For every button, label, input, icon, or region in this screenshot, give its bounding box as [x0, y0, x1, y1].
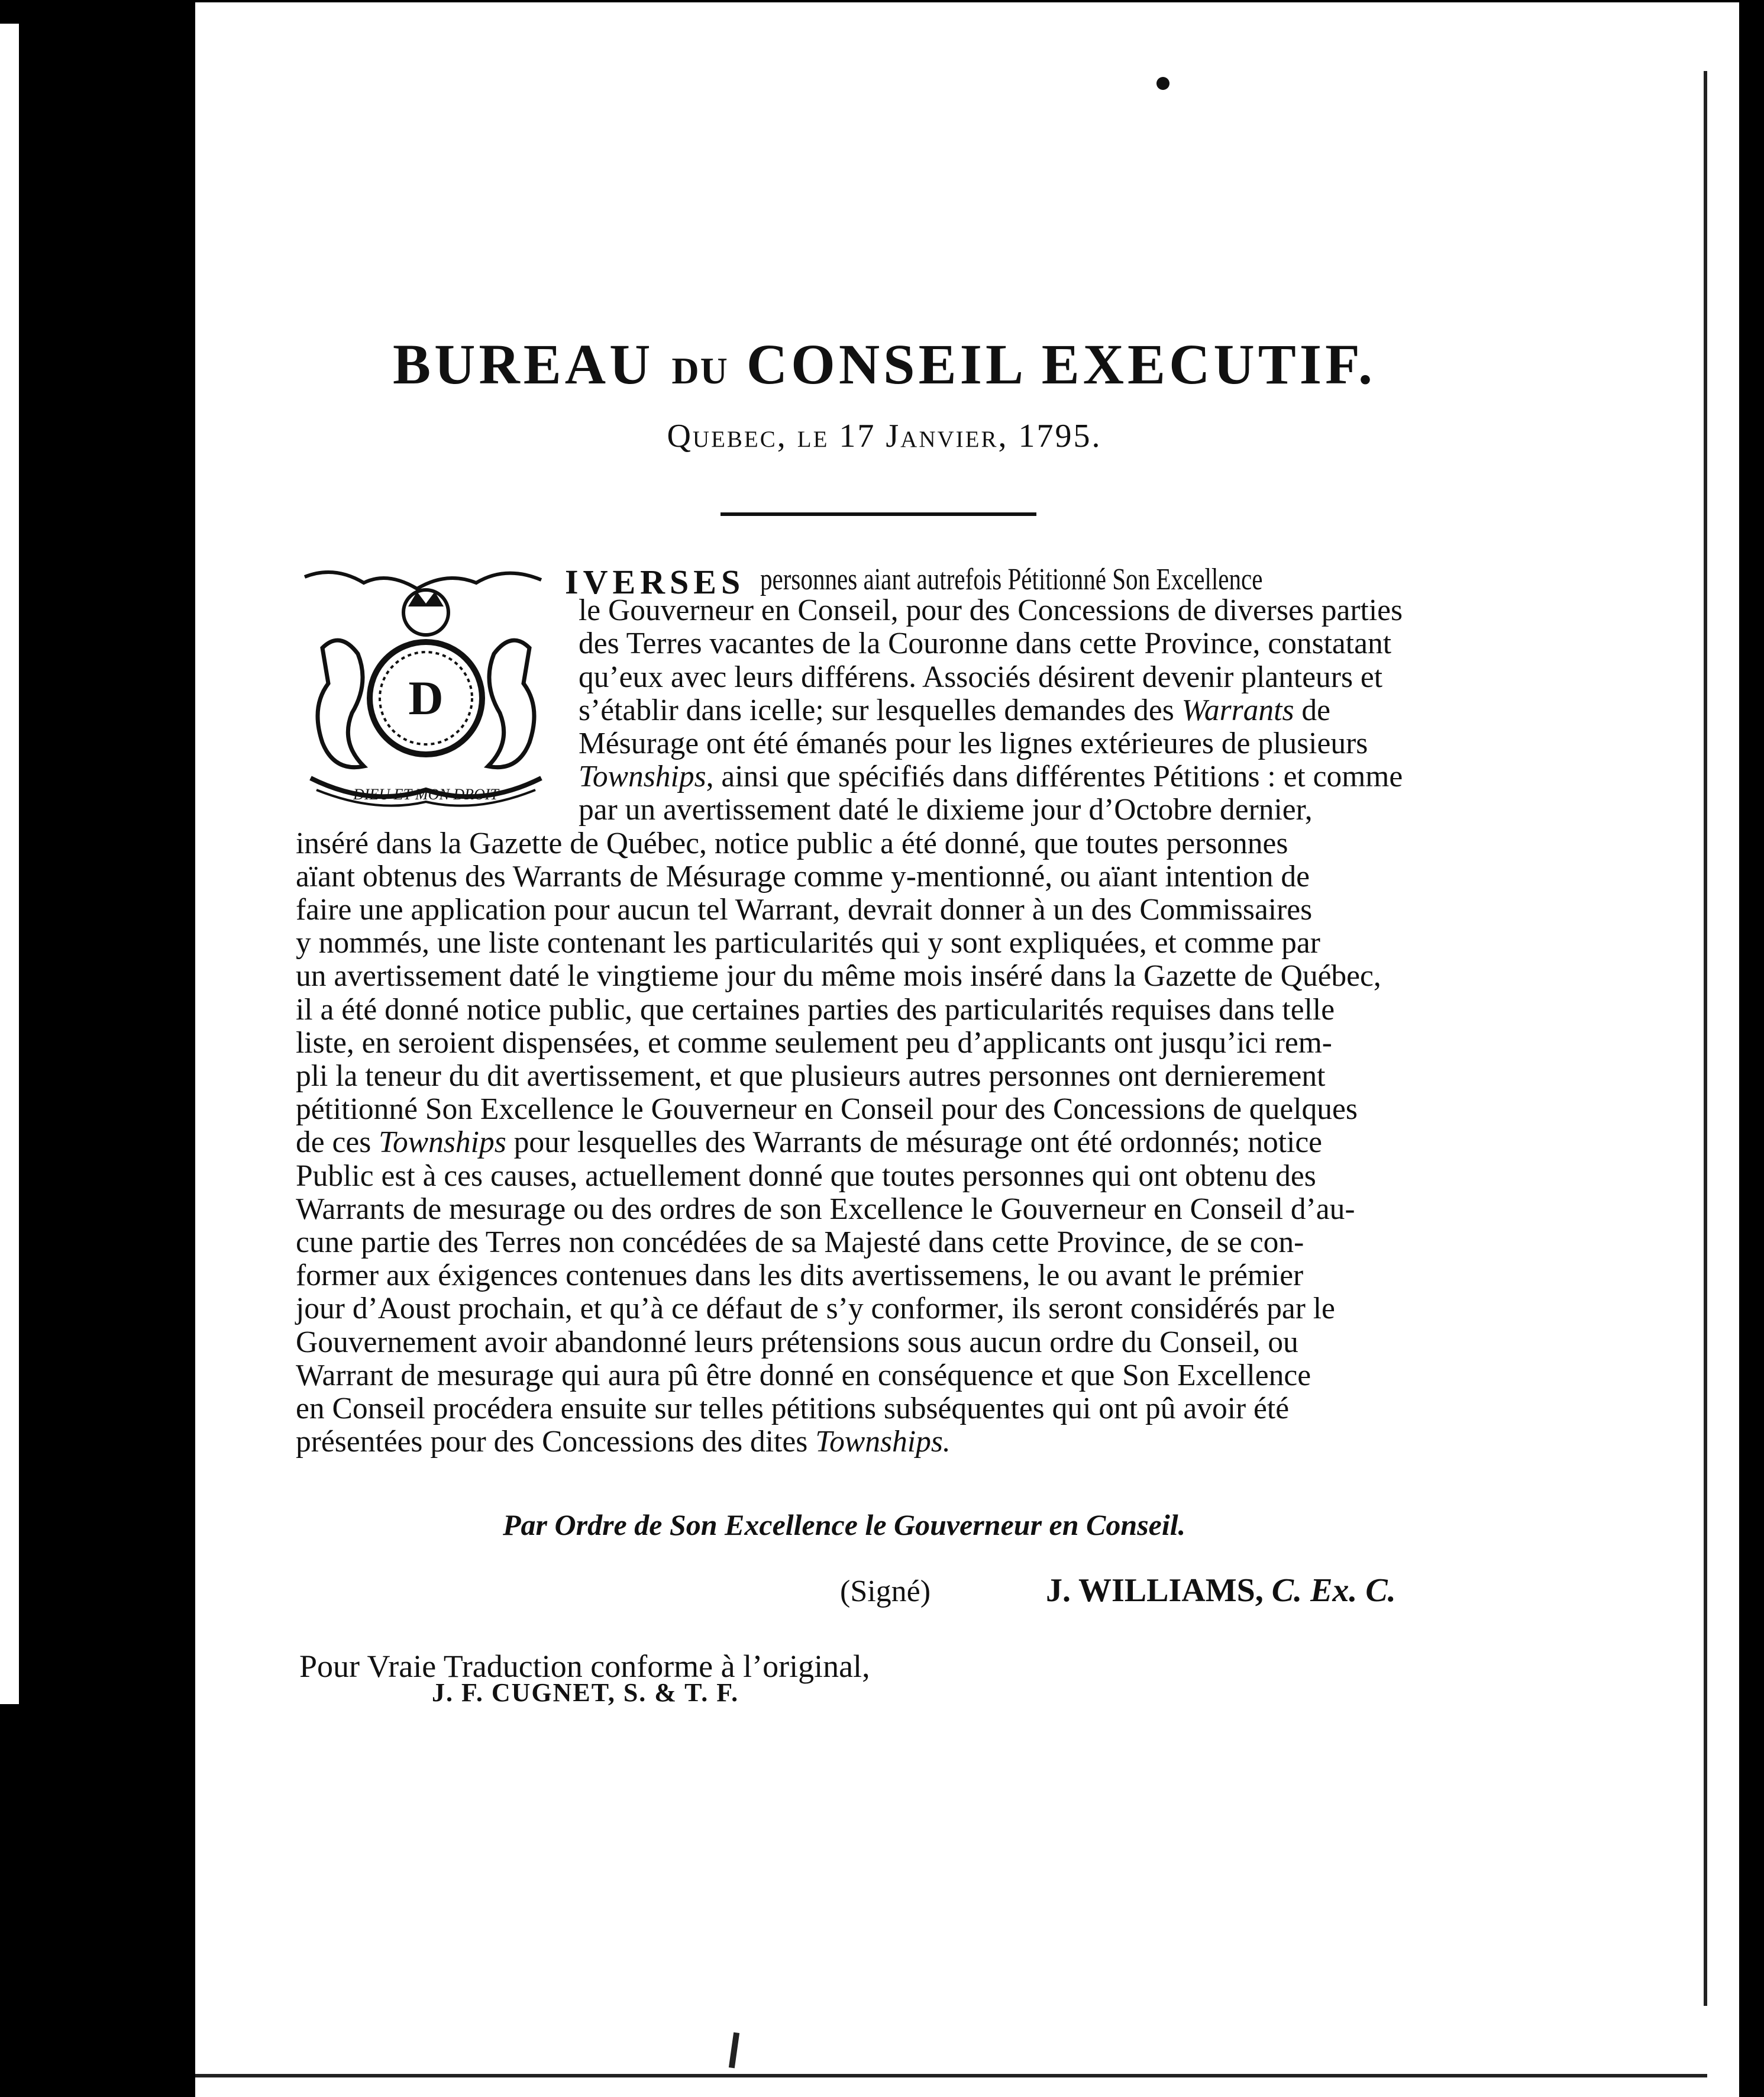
body-text-segment: qu’eux avec leurs différens. Associés désirent devenir planteurs et — [579, 660, 1383, 694]
body-text-segment: le Gouverneur en Conseil, pour des Concessions de diverses parties — [579, 593, 1403, 628]
body-line — [296, 828, 1455, 859]
body-line — [579, 628, 1454, 659]
body-line — [296, 1094, 1455, 1125]
body-line — [296, 961, 1455, 992]
body-text-segment: Gouvernement avoir abandonné leurs prétensions sous aucun ordre du Conseil, ou — [296, 1325, 1298, 1359]
body-line — [296, 859, 1455, 893]
dateline: Quebec, le 17 Janvier, 1795. — [667, 418, 1102, 454]
body-line — [296, 1194, 1455, 1225]
body-text-segment: , ainsi que spécifiés dans différentes Pétitions : et comme — [706, 760, 1403, 794]
royal-arms-emblem-icon — [299, 565, 553, 814]
body-text-segment: présentées pour des Concessions des dites — [296, 1425, 816, 1459]
sheet-bottom-edge — [195, 2074, 1707, 2077]
body-line — [296, 895, 1455, 925]
signer-title: C. Ex. C. — [1271, 1572, 1396, 1609]
adjacent-page-sliver — [0, 24, 19, 1704]
body-text-segment: pétitionné Son Excellence le Gouverneur en Conseil pour des Concessions de quelques — [296, 1092, 1358, 1127]
body-line — [579, 762, 1454, 792]
body-text-segment: Mésurage ont été émanés pour les lignes extérieures de plusieurs — [579, 727, 1368, 760]
body-text-segment: pli la teneur du dit avertissement, et que plusieurs autres personnes ont dernierement — [296, 1059, 1326, 1093]
order-line: Par Ordre de Son Excellence le Gouverneur en Conseil. — [503, 1508, 1186, 1541]
body-line — [296, 1360, 1455, 1391]
body-text-segment: Townships. — [815, 1425, 951, 1459]
body-text-segment: cune partie des Terres non concédées de sa Majesté dans cette Province, de se con- — [296, 1225, 1304, 1259]
signer-name: J. WILLIAMS, — [1046, 1572, 1264, 1609]
translator-signature: J. F. CUGNET, S. & T. F. — [432, 1678, 739, 1707]
body-text-segment: de ces — [296, 1125, 379, 1160]
body-text-segment: y nommés, une liste contenant les particularités qui y sont expliquées, et comme par — [296, 926, 1320, 960]
body-text-segment: jour d’Aoust prochain, et qu’à ce défaut de s’y conformer, ils seront considérés par le — [296, 1292, 1335, 1326]
body-text-segment: Townships — [579, 760, 706, 794]
body-line — [296, 1227, 1455, 1258]
body-text-segment: inséré dans la Gazette de Québec, notice public a été donné, que toutes personnes — [296, 826, 1288, 860]
body-text-segment: s’établir dans icelle; sur lesquelles demandes des — [579, 693, 1182, 727]
body-text-segment: Public est à ces causes, actuellement donné que toutes personnes qui ont obtenu des — [296, 1159, 1316, 1193]
left-page-edge — [0, 0, 177, 2097]
body-line — [296, 1025, 1455, 1060]
body-text-segment: des Terres vacantes de la Couronne dans cette Province, constatant — [579, 627, 1392, 661]
body-line — [296, 992, 1455, 1027]
body-text-segment: en Conseil procédera ensuite sur telles pétitions subséquentes qui ont pû avoir été — [296, 1392, 1290, 1425]
body-text-segment: liste, en seroient dispensées, et comme seulement peu d’applicants ont jusqu’ici rem- — [296, 1025, 1332, 1060]
signature — [1046, 1572, 1396, 1609]
dropcap-initial: D — [408, 671, 444, 725]
body-text-segment: Townships — [379, 1125, 506, 1160]
body-line — [296, 1293, 1455, 1324]
ink-dot — [1156, 77, 1169, 90]
body-line — [760, 564, 1458, 595]
body-line — [296, 1061, 1455, 1092]
body-text-segment: Warrants — [1181, 693, 1294, 727]
body-line — [579, 795, 1454, 825]
emblem-motto: DIEU ET MON DROIT — [353, 786, 499, 803]
body-text-segment: aïant obtenus des Warrants de Mésurage comme y-mentionné, ou aïant intention de — [296, 859, 1310, 893]
title-rule — [721, 512, 1036, 516]
body-line — [296, 1260, 1455, 1291]
body-text-segment: former aux éxigences contenues dans les dits avertissemens, le ou avant le prémier — [296, 1259, 1304, 1293]
body-line — [296, 1327, 1455, 1358]
body-text-segment: faire une application pour aucun tel Warrant, devrait donner à un des Commissaires — [296, 893, 1313, 927]
body-line — [296, 1161, 1455, 1192]
body-text-segment: Warrants de mesurage ou des ordres de son Excellence le Gouverneur en Conseil d’au- — [296, 1192, 1355, 1226]
body-line — [579, 662, 1454, 693]
body-line — [296, 1393, 1455, 1424]
body-text-segment: il a été donné notice public, que certaines parties des particularités requises dans telle — [296, 992, 1335, 1027]
body-text-segment: Warrant de mesurage qui aura pû être donné en conséquence et que Son Excellence — [296, 1358, 1311, 1392]
body-line — [579, 595, 1454, 626]
translation-line: Pour Vraie Traduction conforme à l’original, — [299, 1648, 870, 1684]
title-word-du: DU — [671, 350, 729, 392]
document-title — [379, 331, 1390, 397]
body-line — [296, 1127, 1455, 1158]
title-word-bureau: BUREAU — [393, 333, 654, 396]
signed-label: (Signé) — [840, 1575, 931, 1608]
body-line — [296, 1427, 1455, 1457]
body-text-segment: par un avertissement daté le dixieme jour d’Octobre dernier, — [579, 793, 1313, 827]
title-word-conseil: CONSEIL EXECUTIF. — [746, 333, 1376, 396]
body-line — [579, 695, 1454, 726]
sheet-right-edge — [1704, 71, 1707, 2006]
body-text-segment: un avertissement daté le vingtieme jour du même mois inséré dans la Gazette de Québec, — [296, 959, 1381, 993]
body-text-segment: personnes aiant autrefois Pétitionné Son Excellence — [760, 563, 1263, 596]
body-line — [296, 928, 1455, 959]
body-text-segment: de — [1294, 693, 1331, 727]
body-line — [579, 728, 1454, 759]
dropcap-rest: IVERSES — [565, 563, 745, 601]
body-text-segment: pour lesquelles des Warrants de mésurage ont été ordonnés; notice — [506, 1125, 1323, 1160]
